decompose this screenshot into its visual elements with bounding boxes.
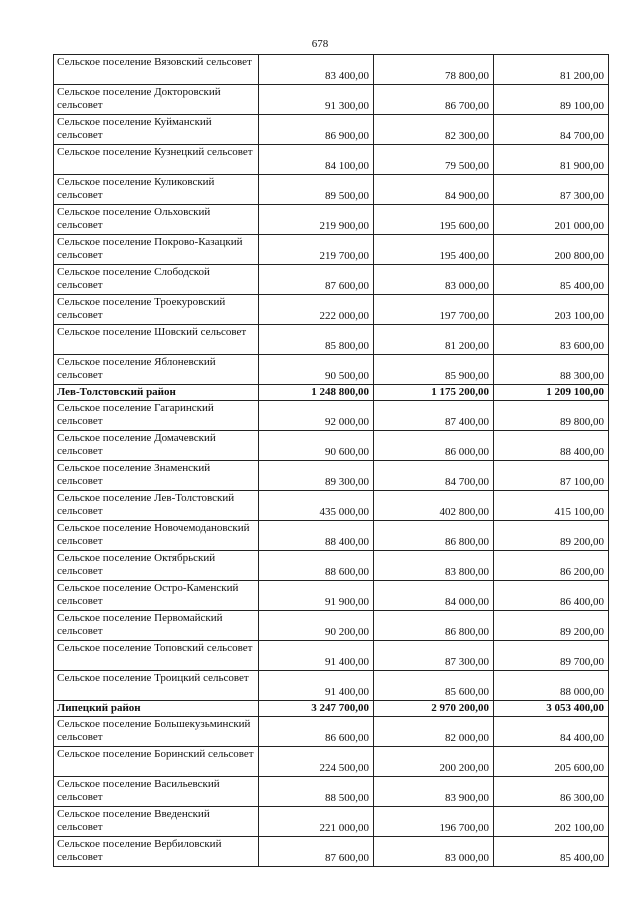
settlement-name-cell: Сельское поселение Остро-Каменский сельсовет <box>54 581 259 611</box>
table-row <box>54 777 609 807</box>
value-cell-3: 1 209 100,00 <box>494 385 609 401</box>
value-cell-2: 82 000,00 <box>374 717 494 747</box>
value-cell-1: 86 600,00 <box>259 717 374 747</box>
settlement-name-cell: Сельское поселение Большекузьминский сельсовет <box>54 717 259 747</box>
value-cell-2: 87 400,00 <box>374 401 494 431</box>
value-cell-2: 78 800,00 <box>374 55 494 85</box>
district-total-row <box>54 701 609 717</box>
settlement-name-cell: Сельское поселение Первомайский сельсовет <box>54 611 259 641</box>
value-cell-2: 402 800,00 <box>374 491 494 521</box>
table-row <box>54 325 609 355</box>
settlement-name-cell: Сельское поселение Новочемодановский сельсовет <box>54 521 259 551</box>
value-cell-3: 201 000,00 <box>494 205 609 235</box>
value-cell-3: 81 200,00 <box>494 55 609 85</box>
settlement-name-cell: Сельское поселение Шовский сельсовет <box>54 325 259 355</box>
value-cell-1: 90 200,00 <box>259 611 374 641</box>
table-row <box>54 235 609 265</box>
settlement-name-cell: Сельское поселение Куйманский сельсовет <box>54 115 259 145</box>
value-cell-1: 221 000,00 <box>259 807 374 837</box>
settlement-name-cell: Сельское поселение Покрово-Казацкий сельсовет <box>54 235 259 265</box>
value-cell-2: 84 700,00 <box>374 461 494 491</box>
settlement-name-cell: Сельское поселение Куликовский сельсовет <box>54 175 259 205</box>
value-cell-1: 435 000,00 <box>259 491 374 521</box>
value-cell-3: 85 400,00 <box>494 837 609 867</box>
value-cell-2: 84 900,00 <box>374 175 494 205</box>
value-cell-2: 83 900,00 <box>374 777 494 807</box>
district-name-cell: Лев-Толстовский район <box>54 385 259 401</box>
value-cell-2: 85 600,00 <box>374 671 494 701</box>
value-cell-3: 205 600,00 <box>494 747 609 777</box>
value-cell-2: 86 800,00 <box>374 521 494 551</box>
value-cell-1: 87 600,00 <box>259 837 374 867</box>
table-row <box>54 611 609 641</box>
page-number: 678 <box>311 38 329 50</box>
district-total-row <box>54 385 609 401</box>
value-cell-1: 224 500,00 <box>259 747 374 777</box>
value-cell-1: 91 300,00 <box>259 85 374 115</box>
value-cell-3: 89 200,00 <box>494 611 609 641</box>
table-row <box>54 205 609 235</box>
value-cell-1: 3 247 700,00 <box>259 701 374 717</box>
value-cell-1: 91 400,00 <box>259 671 374 701</box>
table-row <box>54 115 609 145</box>
value-cell-3: 86 400,00 <box>494 581 609 611</box>
value-cell-3: 81 900,00 <box>494 145 609 175</box>
value-cell-1: 91 400,00 <box>259 641 374 671</box>
settlement-name-cell: Сельское поселение Вязовский сельсовет <box>54 55 259 85</box>
value-cell-2: 2 970 200,00 <box>374 701 494 717</box>
value-cell-3: 88 300,00 <box>494 355 609 385</box>
value-cell-1: 87 600,00 <box>259 265 374 295</box>
value-cell-1: 90 500,00 <box>259 355 374 385</box>
table-row <box>54 431 609 461</box>
value-cell-1: 85 800,00 <box>259 325 374 355</box>
settlement-name-cell: Сельское поселение Октябрьский сельсовет <box>54 551 259 581</box>
table-row <box>54 145 609 175</box>
value-cell-3: 87 300,00 <box>494 175 609 205</box>
value-cell-2: 86 700,00 <box>374 85 494 115</box>
value-cell-2: 195 400,00 <box>374 235 494 265</box>
value-cell-1: 88 400,00 <box>259 521 374 551</box>
value-cell-3: 89 800,00 <box>494 401 609 431</box>
value-cell-1: 86 900,00 <box>259 115 374 145</box>
settlement-name-cell: Сельское поселение Троицкий сельсовет <box>54 671 259 701</box>
settlement-name-cell: Сельское поселение Троекуровский сельсовет <box>54 295 259 325</box>
table-row <box>54 461 609 491</box>
table-row <box>54 671 609 701</box>
value-cell-2: 83 800,00 <box>374 551 494 581</box>
value-cell-1: 1 248 800,00 <box>259 385 374 401</box>
settlement-name-cell: Сельское поселение Докторовский сельсовет <box>54 85 259 115</box>
value-cell-2: 200 200,00 <box>374 747 494 777</box>
settlement-name-cell: Сельское поселение Вербиловский сельсовет <box>54 837 259 867</box>
value-cell-1: 84 100,00 <box>259 145 374 175</box>
settlement-name-cell: Сельское поселение Боринский сельсовет <box>54 747 259 777</box>
settlement-name-cell: Сельское поселение Ольховский сельсовет <box>54 205 259 235</box>
value-cell-1: 92 000,00 <box>259 401 374 431</box>
value-cell-3: 89 200,00 <box>494 521 609 551</box>
table-row <box>54 837 609 867</box>
settlement-name-cell: Сельское поселение Знаменский сельсовет <box>54 461 259 491</box>
value-cell-3: 87 100,00 <box>494 461 609 491</box>
value-cell-2: 196 700,00 <box>374 807 494 837</box>
settlement-name-cell: Сельское поселение Яблоневский сельсовет <box>54 355 259 385</box>
table-row <box>54 641 609 671</box>
district-name-cell: Липецкий район <box>54 701 259 717</box>
value-cell-3: 203 100,00 <box>494 295 609 325</box>
budget-table <box>53 54 609 867</box>
settlement-name-cell: Сельское поселение Гагаринский сельсовет <box>54 401 259 431</box>
table-row <box>54 295 609 325</box>
settlement-name-cell: Сельское поселение Лев-Толстовский сельсовет <box>54 491 259 521</box>
value-cell-1: 88 600,00 <box>259 551 374 581</box>
value-cell-3: 84 400,00 <box>494 717 609 747</box>
table-row <box>54 581 609 611</box>
table-row <box>54 55 609 85</box>
table-row <box>54 85 609 115</box>
value-cell-3: 88 000,00 <box>494 671 609 701</box>
value-cell-3: 415 100,00 <box>494 491 609 521</box>
settlement-name-cell: Сельское поселение Домачевский сельсовет <box>54 431 259 461</box>
settlement-name-cell: Сельское поселение Топовский сельсовет <box>54 641 259 671</box>
value-cell-1: 222 000,00 <box>259 295 374 325</box>
value-cell-2: 197 700,00 <box>374 295 494 325</box>
table-row <box>54 551 609 581</box>
settlement-name-cell: Сельское поселение Васильевский сельсовет <box>54 777 259 807</box>
table-row <box>54 355 609 385</box>
table-row <box>54 807 609 837</box>
value-cell-1: 91 900,00 <box>259 581 374 611</box>
value-cell-3: 83 600,00 <box>494 325 609 355</box>
value-cell-3: 202 100,00 <box>494 807 609 837</box>
value-cell-3: 89 100,00 <box>494 85 609 115</box>
value-cell-2: 79 500,00 <box>374 145 494 175</box>
table-row <box>54 717 609 747</box>
table-row <box>54 747 609 777</box>
value-cell-3: 86 300,00 <box>494 777 609 807</box>
value-cell-2: 85 900,00 <box>374 355 494 385</box>
table-row <box>54 491 609 521</box>
value-cell-1: 83 400,00 <box>259 55 374 85</box>
table-row <box>54 401 609 431</box>
value-cell-3: 85 400,00 <box>494 265 609 295</box>
table-body <box>54 55 609 867</box>
value-cell-2: 83 000,00 <box>374 265 494 295</box>
table-row <box>54 175 609 205</box>
value-cell-2: 195 600,00 <box>374 205 494 235</box>
value-cell-2: 86 800,00 <box>374 611 494 641</box>
value-cell-3: 200 800,00 <box>494 235 609 265</box>
value-cell-3: 84 700,00 <box>494 115 609 145</box>
value-cell-2: 1 175 200,00 <box>374 385 494 401</box>
value-cell-1: 219 700,00 <box>259 235 374 265</box>
value-cell-3: 86 200,00 <box>494 551 609 581</box>
value-cell-2: 81 200,00 <box>374 325 494 355</box>
value-cell-1: 88 500,00 <box>259 777 374 807</box>
value-cell-2: 86 000,00 <box>374 431 494 461</box>
value-cell-3: 88 400,00 <box>494 431 609 461</box>
settlement-name-cell: Сельское поселение Кузнецкий сельсовет <box>54 145 259 175</box>
value-cell-2: 82 300,00 <box>374 115 494 145</box>
value-cell-2: 87 300,00 <box>374 641 494 671</box>
settlement-name-cell: Сельское поселение Введенский сельсовет <box>54 807 259 837</box>
value-cell-3: 3 053 400,00 <box>494 701 609 717</box>
value-cell-3: 89 700,00 <box>494 641 609 671</box>
value-cell-1: 89 500,00 <box>259 175 374 205</box>
table-row <box>54 265 609 295</box>
table-row <box>54 521 609 551</box>
value-cell-2: 83 000,00 <box>374 837 494 867</box>
value-cell-1: 90 600,00 <box>259 431 374 461</box>
settlement-name-cell: Сельское поселение Слободской сельсовет <box>54 265 259 295</box>
value-cell-1: 89 300,00 <box>259 461 374 491</box>
value-cell-1: 219 900,00 <box>259 205 374 235</box>
value-cell-2: 84 000,00 <box>374 581 494 611</box>
